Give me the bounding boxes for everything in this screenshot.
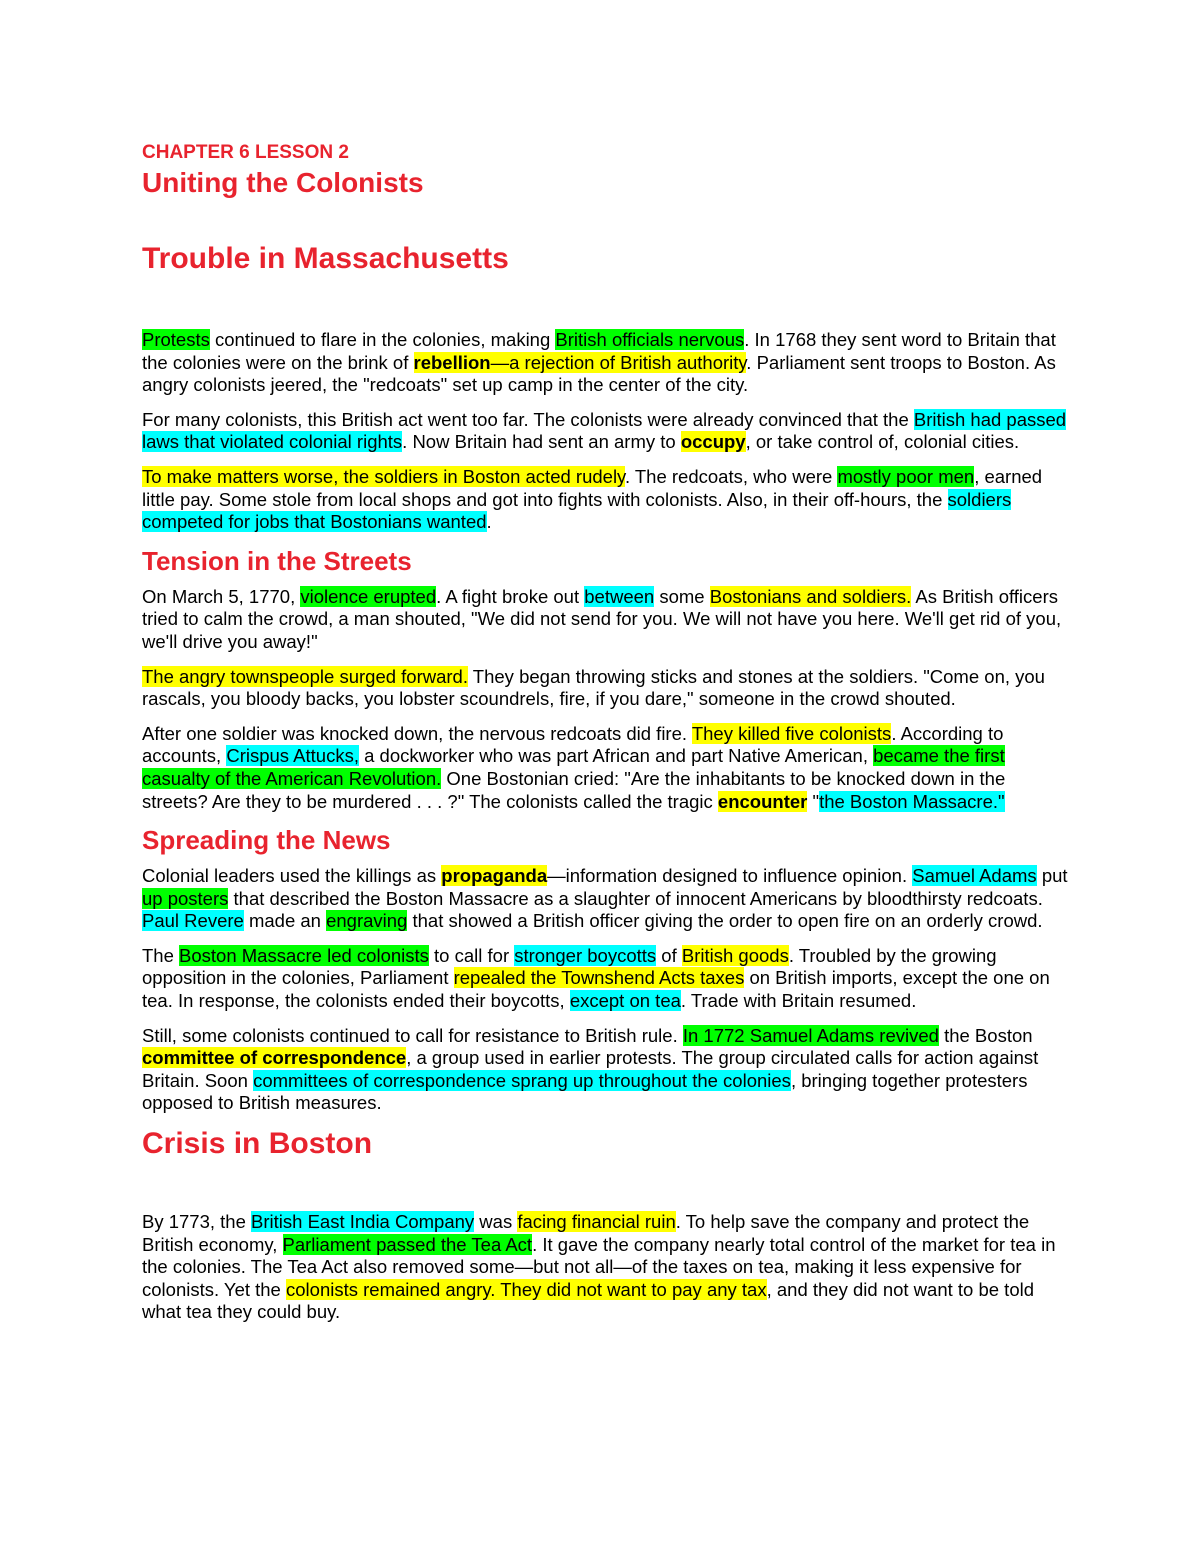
text-run: . In 1768 they sent word to Britain that the colonies were on the brink of <box>142 329 1056 373</box>
highlight: stronger boycotts <box>514 944 657 966</box>
highlight: the Boston Massacre." <box>819 790 1005 812</box>
vocab-term: rebellion <box>413 351 491 373</box>
text-run: , or take control of, colonial cities. <box>745 431 1020 453</box>
highlight: British officials nervous <box>555 329 745 350</box>
text-run: On March 5, 1770, <box>142 585 301 607</box>
highlight: Crispus Attucks, <box>226 745 359 767</box>
chapter-label: CHAPTER 6 LESSON 2 <box>142 142 349 163</box>
highlight: Protests <box>142 329 210 350</box>
highlight: —a rejection of British authority <box>490 351 747 373</box>
text-run: . According to accounts, <box>142 722 1004 767</box>
document-content <box>142 140 1072 1324</box>
heading-spreading-the-news: Spreading the News <box>142 825 391 856</box>
highlight: mostly poor men <box>837 465 975 487</box>
paragraph-tension-1 <box>142 586 1072 654</box>
highlight: between <box>584 585 655 607</box>
text-run: was <box>474 1211 518 1233</box>
text-run: that showed a British officer giving the order to open fire on an orderly crowd. <box>407 910 1043 932</box>
highlight: except on tea <box>569 990 681 1012</box>
text-run: After one soldier was knocked down, the nervous redcoats did fire. <box>142 722 692 744</box>
text-run: For many colonists, this British act went too far. The colonists were already convinced that the <box>142 408 914 430</box>
highlight: They killed five colonists <box>691 722 892 744</box>
text-run: to call for <box>428 944 515 966</box>
text-run: . It gave the company nearly total control of the market for tea in the colonies. The Tea Act also removed some—but not all—of the taxes on tea, making it less expensive for colonists. Yet the <box>142 1233 1056 1300</box>
highlight: In 1772 Samuel Adams revived <box>682 1024 939 1046</box>
text-run: put <box>1036 865 1068 887</box>
text-run: made an <box>243 910 327 932</box>
text-run: One Bostonian cried: "Are the inhabitants to be knocked down in the streets? Are they to be murdered . . . ?" The colonists called the tragic <box>142 767 1006 812</box>
text-run: . Troubled by the growing opposition in the colonies, Parliament <box>142 944 997 989</box>
text-run: . A fight broke out <box>436 585 585 607</box>
text-run: , earned little pay. Some stole from local shops and got into fights with colonists. Also, in their off-hours, the <box>142 465 1043 510</box>
highlight: engraving <box>326 910 408 932</box>
highlight: colonists remained angry. They did not want to pay any tax <box>286 1278 767 1300</box>
text-run: , and they did not want to be told what tea they could buy. <box>142 1278 1035 1323</box>
text-run: , bringing together protesters opposed to British measures. <box>142 1069 1028 1114</box>
text-run: They began throwing sticks and stones at the soldiers. "Come on, you rascals, you bloody backs, you lobster scoundrels, fire, if you dare," someone in the crowd shouted. <box>142 665 1045 710</box>
text-run: . <box>486 511 492 533</box>
text-run: By 1773, the <box>142 1211 252 1233</box>
highlight: violence erupted <box>300 585 437 607</box>
vocab-term: occupy <box>680 431 746 453</box>
highlight: Bostonians and soldiers. <box>709 585 912 607</box>
highlight: became the first casualty of the American Revolution. <box>142 745 1005 789</box>
highlight: British East India Company <box>251 1211 475 1233</box>
paragraph-news-2 <box>142 945 1072 1013</box>
highlight: Boston Massacre led colonists <box>179 944 429 966</box>
text-run: Still, some colonists continued to call for resistance to British rule. <box>142 1024 683 1046</box>
highlight: The angry townspeople surged forward. <box>142 665 468 687</box>
paragraph-tension-2 <box>142 666 1072 711</box>
vocab-term: committee of correspondence <box>142 1047 407 1069</box>
heading-tension-in-the-streets: Tension in the Streets <box>142 545 412 576</box>
vocab-term: propaganda <box>441 865 548 887</box>
lesson-title: Uniting the Colonists <box>142 167 424 198</box>
highlight: To make matters worse, the soldiers in Boston acted rudely <box>142 465 625 487</box>
highlight: facing financial ruin <box>517 1211 676 1233</box>
text-run: " <box>807 790 820 812</box>
text-run: The <box>142 944 180 966</box>
paragraph-trouble-3 <box>142 466 1072 534</box>
paragraph-crisis-1 <box>142 1211 1072 1324</box>
vocab-term: encounter <box>717 790 808 812</box>
text-run: on British imports, except the one on tea. In response, the colonists ended their boycotts, <box>142 967 1050 1012</box>
highlight: Parliament passed the Tea Act <box>282 1233 533 1255</box>
text-run: . Now Britain had sent an army to <box>402 431 681 453</box>
highlight: Paul Revere <box>142 910 244 932</box>
highlight: British goods <box>681 944 789 966</box>
heading-crisis-in-boston: Crisis in Boston <box>142 1127 373 1161</box>
text-run: . Parliament sent troops to Boston. As angry colonists jeered, the "redcoats" set up camp in the center of the city. <box>142 351 1056 396</box>
text-run: the Boston <box>938 1024 1033 1046</box>
text-run: Colonial leaders used the killings as <box>142 865 442 887</box>
highlight: British had passed laws that violated colonial rights <box>142 408 1067 453</box>
paragraph-trouble-2 <box>142 409 1072 454</box>
text-run: . The redcoats, who were <box>624 465 838 487</box>
text-run: some <box>654 585 710 607</box>
text-run: As British officers tried to calm the crowd, a man shouted, "We did not send for you. We will not have you here. We'll get rid of you, we'll drive you away!" <box>142 585 1062 652</box>
paragraph-news-1 <box>142 865 1072 933</box>
text-run: continued to flare in the colonies, making <box>209 329 556 350</box>
text-run: that described the Boston Massacre as a slaughter of innocent Americans by bloodthirsty redcoats. <box>228 887 1043 909</box>
text-run: . To help save the company and protect the British economy, <box>142 1211 1030 1255</box>
text-run: —information designed to influence opinion. <box>547 865 913 887</box>
highlight: up posters <box>142 887 229 909</box>
heading-trouble-in-massachusetts: Trouble in Massachusetts <box>142 242 509 275</box>
highlight: soldiers competed for jobs that Bostonians wanted <box>142 488 1012 533</box>
paragraph-tension-3 <box>142 723 1072 813</box>
text-run: , a group used in earlier protests. The group circulated calls for action against Britain. Soon <box>142 1047 1039 1091</box>
paragraph-news-3 <box>142 1025 1072 1115</box>
highlight: committees of correspondence sprang up throughout the colonies <box>253 1069 791 1091</box>
paragraph-trouble-1 <box>142 329 1072 397</box>
highlight: Samuel Adams <box>912 865 1037 887</box>
text-run: of <box>656 944 682 966</box>
text-run: . Trade with Britain resumed. <box>680 990 917 1012</box>
highlight: repealed the Townshend Acts taxes <box>453 967 745 989</box>
text-run: a dockworker who was part African and part Native American, <box>358 745 874 767</box>
